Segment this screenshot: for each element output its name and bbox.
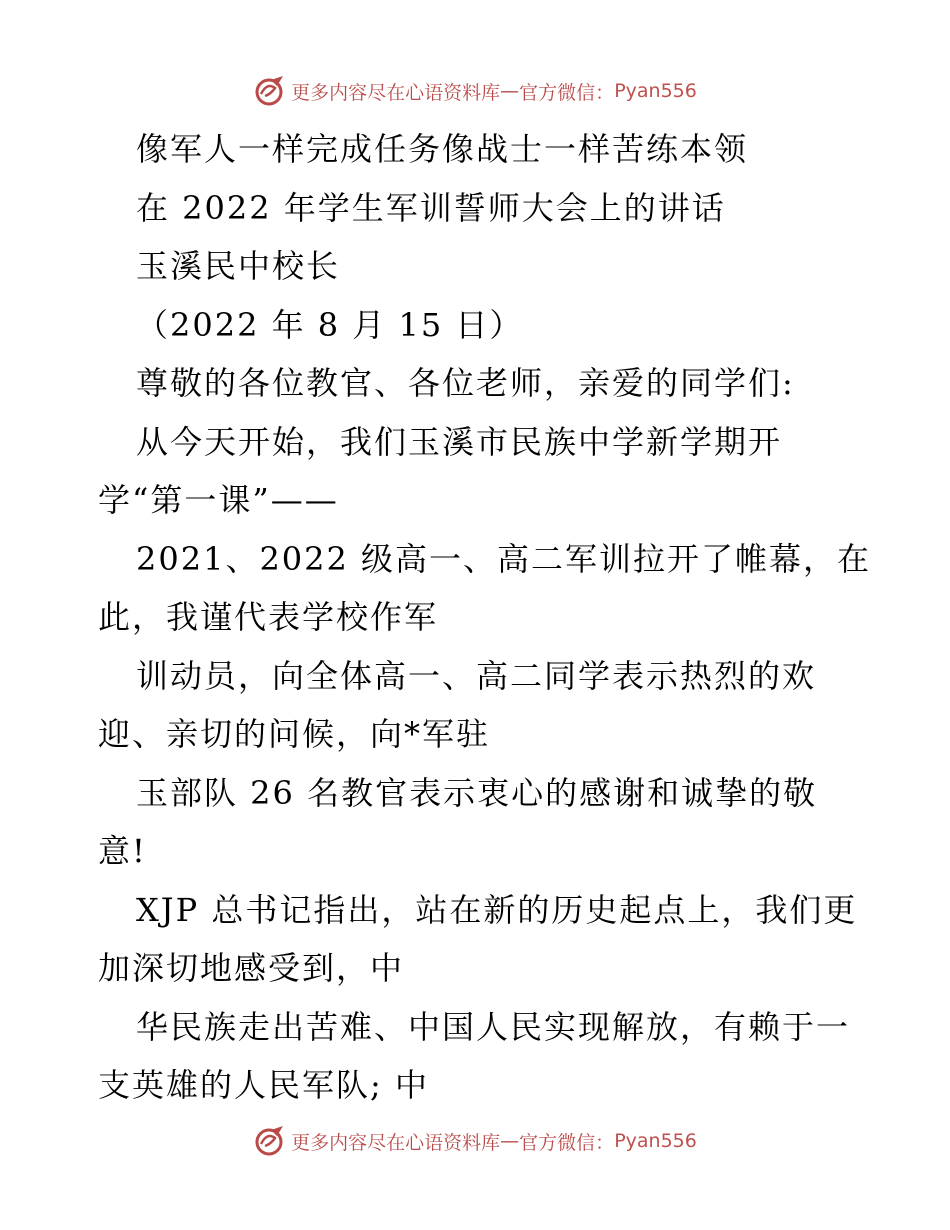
circle-signature-icon: [253, 74, 287, 108]
text-line: （2022 年 8 月 15 日）: [136, 305, 524, 344]
watermark-separator: —: [500, 1130, 520, 1152]
document-body: [98, 120, 898, 1115]
text-line: 意!: [98, 832, 147, 870]
text-line: 尊敬的各位教官、各位老师，亲爱的同学们:: [136, 364, 795, 402]
watermark-footer: [0, 1124, 950, 1158]
text-line: 此，我谨代表学校作军: [98, 598, 439, 636]
text-line: 2021、2022 级高一、高二军训拉开了帷幕，在: [136, 539, 872, 578]
text-line: 学“第一课”——: [98, 481, 339, 519]
watermark-main-text: 更多内容尽在心语资料库: [291, 81, 501, 104]
watermark-separator: —: [500, 80, 520, 102]
text-line: 从今天开始，我们玉溪市民族中学新学期开: [136, 422, 783, 461]
watermark-wechat-id: Pyan556: [614, 1130, 697, 1152]
text-line: 在 2022 年学生军训誓师大会上的讲话: [136, 188, 726, 227]
text-line: 华民族走出苦难、中国人民实现解放，有赖于一: [136, 1007, 851, 1046]
text-line: 玉部队 26 名教官表示衷心的感谢和诚挚的敬: [136, 773, 818, 812]
circle-signature-icon: [253, 1124, 287, 1158]
text-line: XJP 总书记指出，站在新的历史起点上，我们更: [136, 890, 858, 929]
watermark-main-text: 更多内容尽在心语资料库: [291, 1131, 501, 1154]
watermark-official-text: 官方微信：: [519, 1131, 615, 1154]
text-line: 加深切地感受到，中: [98, 949, 405, 987]
text-line: 支英雄的人民军队; 中: [98, 1066, 429, 1104]
text-line: 训动员，向全体高一、高二同学表示热烈的欢: [136, 656, 817, 695]
text-line: 玉溪民中校长: [136, 247, 341, 285]
watermark-header: [0, 74, 950, 108]
watermark-official-text: 官方微信：: [519, 81, 615, 104]
watermark-wechat-id: Pyan556: [614, 80, 697, 102]
text-line: 像军人一样完成任务像战士一样苦练本领: [136, 130, 749, 168]
text-line: 迎、亲切的问候，向*军驻: [98, 715, 491, 753]
